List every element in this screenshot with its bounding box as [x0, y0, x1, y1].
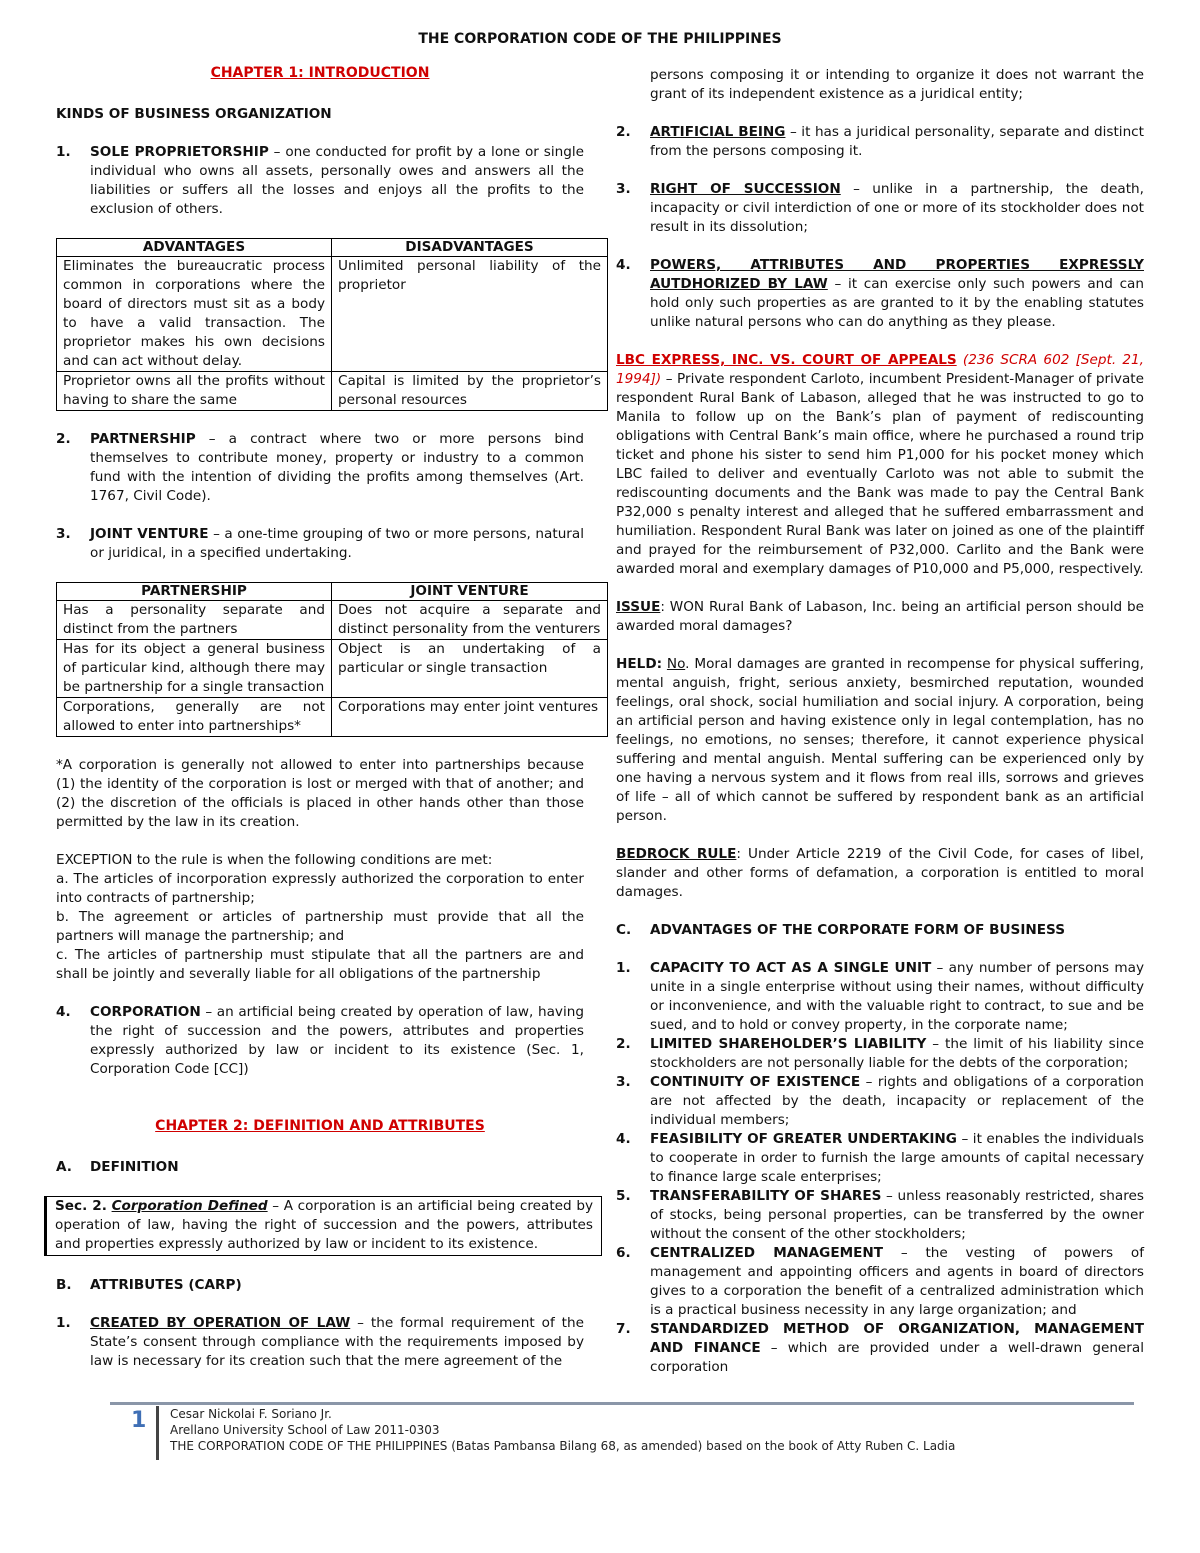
- table-cell: Eliminates the bureaucratic process common in corporations where the board of directors must sit as a body to have a valid transaction. The proprietor makes his own decisions and can act without delay.: [57, 257, 332, 372]
- table-row: [57, 640, 608, 698]
- item-term: PARTNERSHIP: [90, 431, 196, 447]
- item-text: [650, 1187, 1144, 1244]
- item-description: – which are provided under a well-drawn general corporation: [650, 1340, 1144, 1375]
- held-text: . Moral damages are granted in recompense for physical suffering, mental anguish, fright, serious anxiety, besmirched reputation, wounded feelings, oral shock, social humiliation and social injury. A corporation, being an artificial person and having existence only in legal contemplation, has no feelings, no emotions, no senses; therefore, it cannot experience physical suffering and mental anguish. Mental suffering can be experienced only by one having a nervous system and it flows from real ills, sorrows and grieves of life – all of which cannot be suffered by respondent bank as an artificial person.: [616, 656, 1145, 824]
- chapter-2-heading: CHAPTER 2: DEFINITION AND ATTRIBUTES: [155, 1118, 485, 1134]
- item-number: 1.: [616, 960, 631, 976]
- held-label: HELD:: [616, 656, 663, 672]
- item-term: JOINT VENTURE: [90, 526, 209, 542]
- item-number: 5.: [616, 1188, 631, 1204]
- table-header: PARTNERSHIP: [57, 583, 332, 601]
- item-term: RIGHT OF SUCCESSION: [650, 181, 841, 197]
- item-number: 4.: [616, 1131, 631, 1147]
- item-text: [650, 1035, 1144, 1073]
- item-text: [650, 1073, 1144, 1130]
- definition-box: [44, 1196, 602, 1256]
- item-term: ARTIFICIAL BEING: [650, 124, 786, 140]
- item-text: [90, 1003, 584, 1079]
- list-item-centralized-management: [616, 1244, 1144, 1320]
- item-number: 2.: [616, 1036, 631, 1052]
- item-indent: [616, 66, 650, 104]
- item-description: – it can exercise only such powers and can hold only such properties as are granted to it by the enabling statutes unlike natural persons who can do anything as they please.: [650, 276, 1144, 330]
- page-number: 1: [131, 1408, 147, 1433]
- list-item-right-of-succession: [616, 180, 1144, 237]
- document-title: THE CORPORATION CODE OF THE PHILIPPINES: [418, 31, 782, 47]
- list-item-partnership: [56, 430, 584, 506]
- item-description: – a contract where two or more persons bind themselves to contribute money, property or industry to a common fund with the intention of dividing the profits among themselves (Art. 1767, Civil Code).: [90, 431, 584, 504]
- list-item-powers: [616, 256, 1144, 332]
- item-description: – a one-time grouping of two or more persons, natural or juridical, in a specified undertaking.: [90, 526, 584, 561]
- item-term: LIMITED SHAREHOLDER’S LIABILITY: [650, 1036, 927, 1052]
- table-cell: Does not acquire a separate and distinct personality from the venturers: [332, 601, 608, 640]
- section-letter: A.: [56, 1159, 72, 1175]
- case-citation: (236 SCRA 602 [Sept. 21, 1994]): [616, 352, 1144, 387]
- table-cell: Corporations, generally are not allowed to enter into partnerships*: [57, 698, 332, 737]
- section-c-heading: [616, 921, 1144, 940]
- table-header: DISADVANTAGES: [332, 239, 608, 257]
- item-description: – the formal requirement of the State’s consent through compliance with the requirements imposed by law is necessary for its creation such that the mere agreement of the: [90, 1315, 584, 1369]
- item-description: – any number of persons may unite in a single enterprise without using their names, without difficulty or inconvenience, and with the valuable right to contract, to sue and be sued, and to hold or convey property, in the corporate name;: [650, 960, 1144, 1033]
- item-term: CONTINUITY OF EXISTENCE: [650, 1074, 861, 1090]
- section-letter: C.: [616, 922, 632, 938]
- partnership-vs-joint-venture-table: [56, 582, 608, 737]
- section-a-heading: [56, 1158, 584, 1177]
- bedrock-text: : Under Article 2219 of the Civil Code, for cases of libel, slander and other forms of defamation, a corporation is entitled to moral damages.: [616, 846, 1144, 900]
- item-number: 2.: [56, 431, 71, 447]
- footnote-paragraph: *A corporation is generally not allowed to enter into partnerships because (1) the identity of the corporation is lost or merged with that of another; and (2) the discretion of the officials is placed in other hands other than those permitted by the law in its creation.: [56, 757, 584, 830]
- left-column: [55, 64, 601, 1371]
- item-number: 7.: [616, 1321, 631, 1337]
- exception-item-b: b. The agreement or articles of partnership must provide that all the partners will manage the partnership; and: [56, 909, 584, 944]
- item-description: – the vesting of powers of management and appointing officers and agents in board of directors gives to a corporation the benefit of a centralized administration which is a practical business necessity in any large organization; and: [650, 1245, 1144, 1318]
- item-term: POWERS, ATTRIBUTES AND PROPERTIES EXPRESSLY AUTDHORIZED BY LAW: [650, 257, 1144, 292]
- list-item-limited-liability: [616, 1035, 1144, 1073]
- item-term: CAPACITY TO ACT AS A SINGLE UNIT: [650, 960, 932, 976]
- table-cell: Object is an undertaking of a particular or single transaction: [332, 640, 608, 698]
- table-cell: Proprietor owns all the profits without having to share the same: [57, 372, 332, 411]
- item-text: [90, 1314, 584, 1371]
- list-item-artificial-being: [616, 123, 1144, 161]
- table-cell: Has for its object a general business of particular kind, although there may be partnership for a single transaction: [57, 640, 332, 698]
- section-label: ADVANTAGES OF THE CORPORATE FORM OF BUSINESS: [650, 922, 1066, 938]
- exception-item-a: a. The articles of incorporation expressly authorized the corporation to enter into contracts of partnership;: [56, 871, 584, 906]
- chapter-1-heading: CHAPTER 1: INTRODUCTION: [210, 65, 430, 81]
- item-text: [650, 959, 1144, 1035]
- item-term: FEASIBILITY OF GREATER UNDERTAKING: [650, 1131, 957, 1147]
- issue-label: ISSUE: [616, 599, 661, 615]
- item-text: [650, 256, 1144, 332]
- list-item-corporation: [56, 1003, 584, 1079]
- footer-vertical-bar: [156, 1406, 159, 1460]
- list-item-created-by-law: [56, 1314, 584, 1371]
- item-description: – it has a juridical personality, separate and distinct from the persons composing it.: [650, 124, 1144, 159]
- table-row: [57, 372, 608, 411]
- footer-school: Arellano University School of Law 2011-0303: [170, 1423, 440, 1437]
- item-description: – one conducted for profit by a lone or single individual who owns all assets, personally owes and answers all the liabilities or suffers all the losses and enjoys all the profits to the exclusion of others.: [90, 144, 584, 217]
- item-description: – unlike in a partnership, the death, incapacity or civil interdiction of one or more of its stockholder does not result in its dissolution;: [650, 181, 1144, 235]
- issue-paragraph: [616, 598, 1144, 636]
- table-cell: Unlimited personal liability of the proprietor: [332, 257, 608, 372]
- definition-text: – A corporation is an artificial being created by operation of law, having the right of succession and the powers, attributes and properties expressly authorized by law or incident to its existence.: [55, 1198, 593, 1252]
- issue-text: : WON Rural Bank of Labason, Inc. being an artificial person should be awarded moral damages?: [616, 599, 1144, 634]
- footer-text: [170, 1406, 955, 1454]
- case-paragraph: [616, 351, 1144, 579]
- table-cell: Has a personality separate and distinct from the partners: [57, 601, 332, 640]
- table-row: [57, 257, 608, 372]
- list-item-continuity: [616, 1073, 1144, 1130]
- item-description: – rights and obligations of a corporation are not affected by the death, incapacity or replacement of the individual members;: [650, 1074, 1145, 1128]
- item-term: SOLE PROPRIETORSHIP: [90, 144, 269, 160]
- right-column: [616, 66, 1144, 1377]
- exception-heading: EXCEPTION to the rule is when the following conditions are met:: [56, 852, 493, 868]
- item-term: STANDARDIZED METHOD OF ORGANIZATION, MANAGEMENT AND FINANCE: [650, 1321, 1144, 1356]
- item-number: 3.: [56, 526, 71, 542]
- list-item-single-unit: [616, 959, 1144, 1035]
- table-row: [57, 601, 608, 640]
- definition-title: Corporation Defined: [111, 1198, 268, 1214]
- item-description: – it enables the individuals to cooperate in order to furnish the large amounts of capital necessary to finance large scale enterprises;: [650, 1131, 1144, 1185]
- item-text: [650, 180, 1144, 237]
- item-number: 2.: [616, 124, 631, 140]
- exception-block: [56, 851, 584, 984]
- table-row: [57, 698, 608, 737]
- item-number: 4.: [56, 1004, 71, 1020]
- table-header: JOINT VENTURE: [332, 583, 608, 601]
- bedrock-label: BEDROCK RULE: [616, 846, 737, 862]
- kinds-heading: KINDS OF BUSINESS ORGANIZATION: [56, 106, 332, 122]
- footer-author: Cesar Nickolai F. Soriano Jr.: [170, 1407, 332, 1421]
- item-number: 1.: [56, 144, 71, 160]
- item-term: CREATED BY OPERATION OF LAW: [90, 1315, 351, 1331]
- table-header: ADVANTAGES: [57, 239, 332, 257]
- table-cell: Corporations may enter joint ventures: [332, 698, 608, 737]
- section-letter: B.: [56, 1277, 72, 1293]
- section-label: DEFINITION: [90, 1159, 179, 1175]
- item-term: CORPORATION: [90, 1004, 201, 1020]
- item-text: [90, 430, 584, 506]
- held-answer: No: [666, 656, 686, 672]
- table-cell: Capital is limited by the proprietor’s personal resources: [332, 372, 608, 411]
- held-paragraph: [616, 655, 1144, 826]
- list-item-joint-venture: [56, 525, 584, 563]
- item-number: 3.: [616, 1074, 631, 1090]
- item-number: 1.: [56, 1315, 71, 1331]
- item-number: 4.: [616, 257, 631, 273]
- item-term: TRANSFERABILITY OF SHARES: [650, 1188, 882, 1204]
- item-description: – unless reasonably restricted, shares of stocks, being personal properties, can be transferred by the owner without the consent of the other stockholders;: [650, 1188, 1144, 1242]
- item-text: [650, 1320, 1144, 1377]
- footer-divider: [110, 1402, 1134, 1405]
- list-item-feasibility: [616, 1130, 1144, 1187]
- bedrock-paragraph: [616, 845, 1144, 902]
- item-text: [650, 123, 1144, 161]
- case-name: LBC EXPRESS, INC. VS. COURT OF APPEALS: [616, 352, 957, 368]
- item-number: 3.: [616, 181, 631, 197]
- item-text: [650, 1130, 1144, 1187]
- section-b-heading: [56, 1276, 584, 1295]
- list-item-standardized-method: [616, 1320, 1144, 1377]
- list-item-continuation: [616, 66, 1144, 104]
- item-text: [90, 143, 584, 219]
- exception-item-c: c. The articles of partnership must stipulate that all the partners are and shall be jointly and severally liable for all obligations of the partnership: [56, 947, 584, 982]
- section-label: ATTRIBUTES (CARP): [90, 1277, 242, 1293]
- item-description: – the limit of his liability since stockholders are not personally liable for the debts of the corporation;: [650, 1036, 1144, 1071]
- footer-source: THE CORPORATION CODE OF THE PHILIPPINES (Batas Pambansa Bilang 68, as amended) based on the book of Atty Ruben C. Ladia: [170, 1439, 956, 1453]
- item-text: [90, 525, 584, 563]
- item-description: – an artificial being created by operation of law, having the right of succession and the powers, attributes and properties expressly authorized by law or incident to its existence (Sec. 1, Corporation Code [CC]): [90, 1004, 584, 1077]
- list-item-transferability: [616, 1187, 1144, 1244]
- sole-proprietorship-table: [56, 238, 608, 411]
- case-facts: – Private respondent Carloto, incumbent President-Manager of private respondent Rural Bank of Labason, alleged that he was instructed to go to Manila to follow up on the Bank’s plan of payment of rediscounting obligations with Central Bank’s main office, where he purchased a round trip ticket and phone his sister to send him P1,000 for his pocket money which LBC failed to deliver and eventually Carloto was not able to submit the rediscounting documents and the Bank was made to pay the Central Bank P32,000 s penalty interest and alleged that he suffered embarrassment and humiliation. Respondent Rural Bank was later on joined as one of the plaintiff and prayed for the reimbursement of P32,000. Carlito and the Bank were awarded moral and exemplary damages of P10,000 and P5,000, respectively.: [616, 371, 1144, 577]
- item-term: CENTRALIZED MANAGEMENT: [650, 1245, 884, 1261]
- item-text: [650, 1244, 1144, 1320]
- section-reference: Sec. 2.: [55, 1198, 107, 1214]
- list-item-sole-proprietorship: [56, 143, 584, 219]
- item-description: persons composing it or intending to organize it does not warrant the grant of its independent existence as a juridical entity;: [650, 67, 1144, 102]
- item-number: 6.: [616, 1245, 631, 1261]
